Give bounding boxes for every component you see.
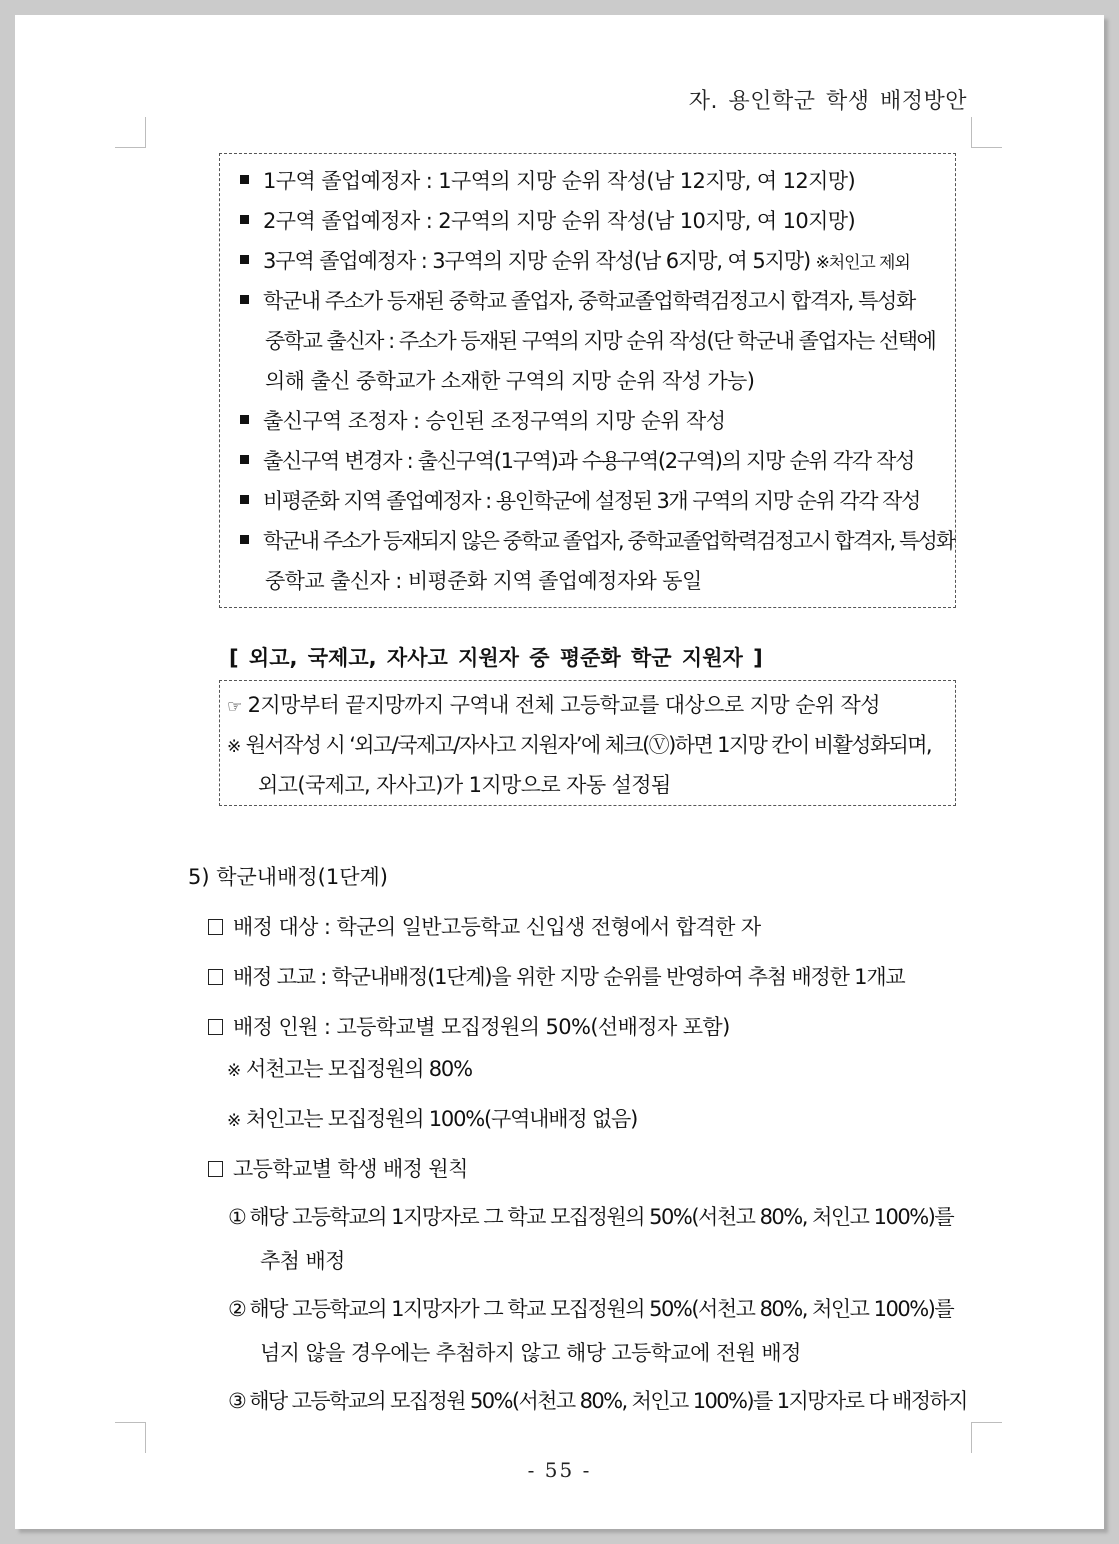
principle-continuation: 넘지 않을 경우에는 추첨하지 않고 해당 고등학교에 전원 배정 (260, 1341, 801, 1365)
crop-mark-top-right (971, 117, 1002, 148)
list-item-continuation: 중학교 출신자 : 주소가 등재된 구역의 지망 순위 작성(단 학군내 졸업자는 선택에 (265, 329, 936, 353)
square-bullet-icon (240, 415, 249, 424)
section-item: 배정 인원 : 고등학교별 모집정원의 50%(선배정자 포함) (208, 1014, 730, 1040)
reference-mark-icon: ※ (227, 1111, 241, 1131)
list-item: 비평준화 지역 졸업예정자 : 용인학군에 설정된 3개 구역의 지망 순위 각각 작성 (240, 488, 920, 514)
note-line: ※ 원서작성 시 ‘외고/국제고/자사고 지원자’에 체크(Ⓥ)하면 1지망 칸이 비활성화되며, (227, 732, 931, 760)
empty-box-bullet-icon (208, 919, 223, 935)
running-header: 자. 용인학군 학생 배정방안 (688, 89, 967, 114)
section-item: 고등학교별 학생 배정 원칙 (208, 1156, 468, 1182)
square-bullet-icon (240, 255, 249, 264)
document-page (15, 15, 1104, 1529)
circled-number-3: ③ (228, 1389, 246, 1413)
list-item: 1구역 졸업예정자 : 1구역의 지망 순위 작성(남 12지망, 여 12지망) (240, 168, 855, 194)
crop-mark-bottom-left (115, 1422, 146, 1453)
reference-mark-icon: ※ (227, 737, 240, 757)
circled-number-1: ① (228, 1205, 246, 1229)
list-item: 3구역 졸업예정자 : 3구역의 지망 순위 작성(남 6지망, 여 5지망) ※처인고 제외 (240, 248, 910, 276)
square-bullet-icon (240, 455, 249, 464)
square-bullet-icon (240, 215, 249, 224)
subheading: [ 외고, 국제고, 자사고 지원자 중 평준화 학군 지원자 ] (229, 646, 763, 670)
principle-continuation: 추첨 배정 (260, 1249, 345, 1273)
pointing-hand-icon: ☞ (227, 697, 242, 717)
crop-mark-top-left (115, 117, 146, 148)
principle-item: ① 해당 고등학교의 1지망자로 그 학교 모집정원의 50%(서천고 80%, 처인고 100%)를 (228, 1205, 954, 1229)
list-item: 학군내 주소가 등재된 중학교 졸업자, 중학교졸업학력검정고시 합격자, 특성화 (240, 288, 915, 314)
section-title: 5) 학군내배정(1단계) (188, 865, 388, 889)
list-item-continuation: 중학교 출신자 : 비평준화 지역 졸업예정자와 동일 (265, 569, 702, 593)
list-item: 출신구역 변경자 : 출신구역(1구역)과 수용구역(2구역)의 지망 순위 각각 작성 (240, 448, 914, 474)
square-bullet-icon (240, 495, 249, 504)
reference-mark-icon: ※ (227, 1061, 241, 1081)
principle-item: ② 해당 고등학교의 1지망자가 그 학교 모집정원의 50%(서천고 80%, 처인고 100%)를 (228, 1297, 954, 1321)
exception-note: ※처인고 제외 (815, 253, 910, 273)
crop-mark-bottom-right (971, 1422, 1002, 1453)
list-item: 학군내 주소가 등재되지 않은 중학교 졸업자, 중학교졸업학력검정고시 합격자, 특성화 (240, 528, 954, 554)
list-item-continuation: 의해 출신 중학교가 소재한 구역의 지망 순위 작성 가능) (265, 369, 755, 393)
note-line: ※ 서천고는 모집정원의 80% (227, 1056, 472, 1084)
square-bullet-icon (240, 175, 249, 184)
square-bullet-icon (240, 535, 249, 544)
square-bullet-icon (240, 295, 249, 304)
section-item: 배정 대상 : 학군의 일반고등학교 신입생 전형에서 합격한 자 (208, 914, 761, 940)
empty-box-bullet-icon (208, 1019, 223, 1035)
page-number: - 55 - (527, 1458, 592, 1482)
pointer-line: ☞ 2지망부터 끝지망까지 구역내 전체 고등학교를 대상으로 지망 순위 작성 (227, 692, 880, 720)
list-item: 2구역 졸업예정자 : 2구역의 지망 순위 작성(남 10지망, 여 10지망) (240, 208, 855, 234)
note-line-continuation: 외고(국제고, 자사고)가 1지망으로 자동 설정됨 (258, 773, 671, 797)
list-item: 출신구역 조정자 : 승인된 조정구역의 지망 순위 작성 (240, 408, 725, 434)
section-item: 배정 고교 : 학군내배정(1단계)을 위한 지망 순위를 반영하여 추첨 배정한 1개교 (208, 964, 905, 990)
note-line: ※ 처인고는 모집정원의 100%(구역내배정 없음) (227, 1106, 637, 1134)
empty-box-bullet-icon (208, 969, 223, 985)
principle-item: ③ 해당 고등학교의 모집정원 50%(서천고 80%, 처인고 100%)를 1지망자로 다 배정하지 (228, 1389, 967, 1413)
circled-number-2: ② (228, 1297, 246, 1321)
empty-box-bullet-icon (208, 1161, 223, 1177)
